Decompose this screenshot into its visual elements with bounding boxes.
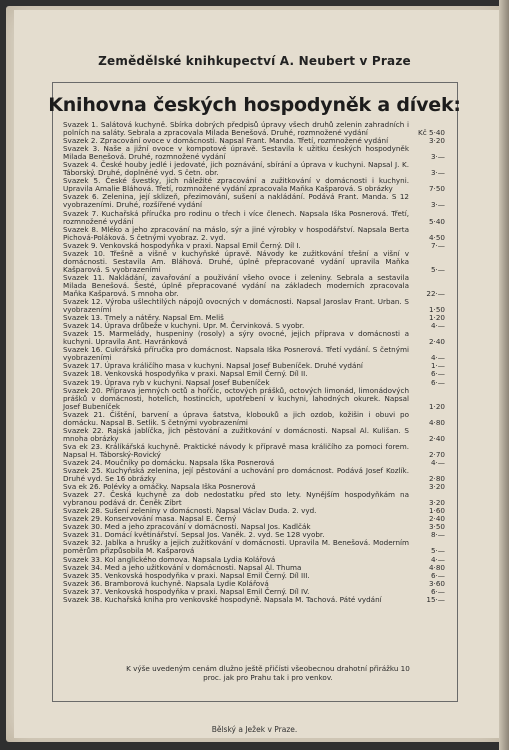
volume-text: Svazek 10. Třešně a višně v kuchyňské úpravě. Návody ke zužitkování třešní a višní v domácnosti. Sestavila Am. Bláhová. Druhé, úplně přepracované vydání upravila Maňka Kašparová. S vyobrazeními xyxy=(63,248,412,274)
volume-entry xyxy=(63,121,451,137)
volume-price: 4·80 xyxy=(428,562,445,572)
volume-price: 3·— xyxy=(430,200,445,210)
volume-entry xyxy=(63,467,451,483)
volume-text: Svazek 3. Naše a jižní ovoce v kompotové úpravě. Sestavila k užitku českých hospodyněk Milada Benešová. Druhé, rozmnožené vydání xyxy=(63,144,412,162)
volume-text: Svazek 37. Venkovská hospodyňka v praxi. Napsal Emil Černý. Díl IV. xyxy=(63,586,310,596)
volume-entry xyxy=(63,145,451,161)
volume-entry xyxy=(63,330,451,346)
volume-price: 3·20 xyxy=(428,136,445,146)
volume-text: Svazek 6. Zelenina, její sklizeň, přezimování, sušení a nakládání. Podává Frant. Manda. S 12 vyobrazeními. Druhé, rozšířené vydání xyxy=(63,192,412,210)
volume-price: 4·— xyxy=(430,554,445,564)
volume-text: Sva ek 26. Polévky a omáčky. Napsala Iška Posnerová xyxy=(63,482,256,492)
volume-text: Svazek 22. Rajská jablíčka, jich pěstování a zužitkování v domácnosti. Napsal Al. Kulišan. S mnoha obrázky xyxy=(63,425,412,443)
volume-text: Svazek 5. České švestky, jich náležité zpracování a zužitkování v domácnosti i kuchyni. Upravila Amalie Bláhová. Třetí, rozmnožené vydání zpracovala Maňka Kašparová. S obrázky xyxy=(63,176,412,194)
volume-text: Svazek 31. Domácí květinářství. Sepsal Jos. Vaněk. 2. vyd. Se 128 vyobr. xyxy=(63,530,325,540)
volume-list xyxy=(63,121,451,604)
volume-entry xyxy=(63,427,451,443)
volume-text: Svazek 12. Výroba ušlechtilých nápojů ovocných v domácnosti. Napsal Jaroslav Frant. Urban. S vyobrazeními xyxy=(63,297,412,315)
volume-price: 7·— xyxy=(430,240,445,250)
volume-text: Svazek 4. České houby jedlé i jedovaté, jich poznávání, sbírání a úprava v kuchyni. Napsal J. K. Táborský. Druhé, doplněné vyd. S četn. obr. xyxy=(63,160,412,178)
volume-price: 2·70 xyxy=(428,449,445,459)
volume-price: 3·50 xyxy=(428,522,445,532)
volume-price: 4·— xyxy=(430,321,445,331)
volume-price: 6·— xyxy=(430,377,445,387)
volume-text: Svazek 25. Kuchyňská zelenina, její pěstování a uchování pro domácnost. Podává Josef Kozlík. Druhé vyd. Se 16 obrázky xyxy=(63,466,412,484)
volume-entry xyxy=(63,210,451,226)
volume-price: 5·40 xyxy=(428,216,445,226)
printer-line: Bělský a Ježek v Praze. xyxy=(211,725,298,734)
paper-edge xyxy=(499,0,509,750)
volume-price: 6·— xyxy=(430,586,445,596)
volume-entry xyxy=(63,298,451,314)
volume-price: 7·50 xyxy=(428,184,445,194)
volume-entry xyxy=(63,250,451,274)
volume-text: Sva ek 23. Králíkářská kuchyně. Praktické návody k přípravě masa králičího za pomoci forem. Napsal H. Táborský-Rovický xyxy=(63,441,412,459)
volume-text: Svazek 1. Salátová kuchyně. Sbírka dobrých předpisů úpravy všech druhů zelenin zahradních i polních na saláty. Sebrala a zpracovala Milada Benešová. Druhé, rozmnožené vydání xyxy=(63,120,412,138)
volume-price: 1·20 xyxy=(428,401,445,411)
volume-text: Svazek 15. Marmelády, huspeniny (rosoly) a sýry ovocné, jejich příprava v domácnosti a kuchyni. Upravila Ant. Havránková xyxy=(63,329,412,347)
volume-price: 6·— xyxy=(430,369,445,379)
volume-price: 4·80 xyxy=(428,417,445,427)
series-title: Knihovna českých hospodyněk a dívek: xyxy=(48,94,461,116)
volume-price: 2·40 xyxy=(428,337,445,347)
volume-text: Svazek 24. Moučníky po domácku. Napsala Iška Posnerová xyxy=(63,457,275,467)
volume-text: Svazek 38. Kuchařská kniha pro venkovské hospodyně. Napsala M. Tachová. Páté vydání xyxy=(63,594,382,604)
volume-text: Svazek 11. Nakládání, zavařování a použivání všeho ovoce i zeleniny. Sebrala a sestavila Milada Benešová. Šesté, úplně přepracované vydání na základech moderních zpracovala Maňka Kašparová. S mnoha obr. xyxy=(63,272,412,298)
volume-text: Svazek 20. Příprava jemných octů a hořčic, octových prášků, octových limonád, limonádových prášků v domácnosti, hotelích, hostincích, upotřebení v kuchyni, lahodných okurek. Napsal Josef Bubeníček xyxy=(63,385,412,411)
volume-text: Svazek 2. Zpracování ovoce v domácnosti. Napsal Frant. Manda. Třetí, rozmnožené vydání xyxy=(63,136,389,146)
volume-price: 2·40 xyxy=(428,433,445,443)
volume-text: Svazek 18. Venkovská hospodyňka v praxi. Napsal Emil Černý. Díl II. xyxy=(63,369,308,379)
volume-text: Svazek 36. Bramborová kuchyně. Napsala Lydie Kolářová xyxy=(63,578,269,588)
volume-text: Svazek 35. Venkovská hospodyňka v praxi. Napsal Emil Černý. Díl III. xyxy=(63,570,310,580)
volume-price: 3·— xyxy=(430,168,445,178)
volume-text: Svazek 9. Venkovská hospodyňka v praxi. Napsal Emil Černý. Díl I. xyxy=(63,240,301,250)
volume-price: 2·80 xyxy=(428,474,445,484)
volume-entry xyxy=(63,346,451,362)
volume-text: Svazek 21. Čištění, barvení a úprava šatstva, klobouků a jich ozdob, kožišin i obuvi po domácku. Napsal B. Setlik. S četnými vyobrazeními xyxy=(63,409,412,427)
volume-price: 2·40 xyxy=(428,514,445,524)
volume-price: 15·— xyxy=(426,594,445,604)
volume-price: 3·20 xyxy=(428,482,445,492)
volume-price: 1·— xyxy=(430,361,445,371)
volume-price: 4·50 xyxy=(428,232,445,242)
volume-price: 5·— xyxy=(430,546,445,556)
volume-price: 3·20 xyxy=(428,498,445,508)
volume-entry xyxy=(63,177,451,193)
volume-price: 5·— xyxy=(430,264,445,274)
volume-entry xyxy=(63,539,451,555)
volume-text: Svazek 8. Mléko a jeho zpracování na máslo, sýr a jiné výrobky v hospodářství. Napsala Berta Pichová-Poláková. S četnými vyobraz. 2. vyd. xyxy=(63,224,412,242)
volume-entry xyxy=(63,226,451,242)
volume-text: Svazek 17. Úprava králičího masa v kuchyni. Napsal Josef Bubeníček. Druhé vydání xyxy=(63,361,363,371)
volume-text: Svazek 19. Úprava ryb v kuchyni. Napsal Josef Bubeníček xyxy=(63,377,270,387)
volume-text: Svazek 16. Cukrářská příručka pro domácnost. Napsala Iška Posnerová. Třetí vydání. S četnými vyobrazeními xyxy=(63,345,412,363)
volume-price: 4·— xyxy=(430,353,445,363)
volume-entry xyxy=(63,491,451,507)
volume-text: Svazek 34. Med a jeho užitkování v domácnosti. Napsal Al. Thuma xyxy=(63,562,302,572)
volume-entry xyxy=(63,596,451,604)
volume-entry xyxy=(63,193,451,209)
volume-entry xyxy=(63,274,451,298)
volume-text: Svazek 7. Kuchařská příručka pro rodinu o třech i více členech. Napsala Iška Posnerová. Třetí, rozmnožené vydání xyxy=(63,208,412,226)
volume-text: Svazek 14. Úprava drůbeže v kuchyni. Upr. M. Červinková. S vyobr. xyxy=(63,321,305,331)
volume-entry xyxy=(63,443,451,459)
volume-price: 1·20 xyxy=(428,313,445,323)
volume-entry xyxy=(63,411,451,427)
volume-price: 1·60 xyxy=(428,506,445,516)
volume-text: Svazek 29. Konservování masa. Napsal E. Černý xyxy=(63,514,237,524)
publisher-line: Zemědělské knihkupectví A. Neubert v Praze xyxy=(98,54,411,68)
volume-text: Svazek 28. Sušení zeleniny v domácnosti. Napsal Václav Duda. 2. vyd. xyxy=(63,506,317,516)
volume-price: 1·50 xyxy=(428,305,445,315)
volume-text: Svazek 30. Med a jeho zpracování v domácnosti. Napsal Jos. Kadlčák xyxy=(63,522,311,532)
volume-price: 6·— xyxy=(430,570,445,580)
volume-price: 3·— xyxy=(430,152,445,162)
volume-entry xyxy=(63,161,451,177)
surcharge-note: K výše uvedeným cenám dlužno ještě přičísti všeobecnou drahotní přirážku 10 proc. jak pro Prahu tak i pro venkov. xyxy=(126,664,410,682)
volume-price: Kč 5·40 xyxy=(418,128,445,138)
volume-price: 3·60 xyxy=(428,578,445,588)
volume-price: 22·— xyxy=(426,288,445,298)
volume-text: Svazek 13. Tmely a nátěry. Napsal Em. Meliš xyxy=(63,313,224,323)
volume-text: Svazek 33. Kol anglického domova. Napsala Lydia Kolářová xyxy=(63,554,276,564)
volume-price: 4·— xyxy=(430,457,445,467)
volume-text: Svazek 27. Česká kuchyně za dob nedostatku před sto lety. Nynějším hospodyňkám na vybranou podává dr. Čeněk Zíbrt xyxy=(63,490,412,508)
volume-entry xyxy=(63,387,451,411)
volume-price: 8·— xyxy=(430,530,445,540)
volume-text: Svazek 32. Jablka a hrušky a jejich zužitkování v domácnosti. Upravila M. Benešová. Moderním poměrům přizpůsobila M. Kašparová xyxy=(63,538,412,556)
